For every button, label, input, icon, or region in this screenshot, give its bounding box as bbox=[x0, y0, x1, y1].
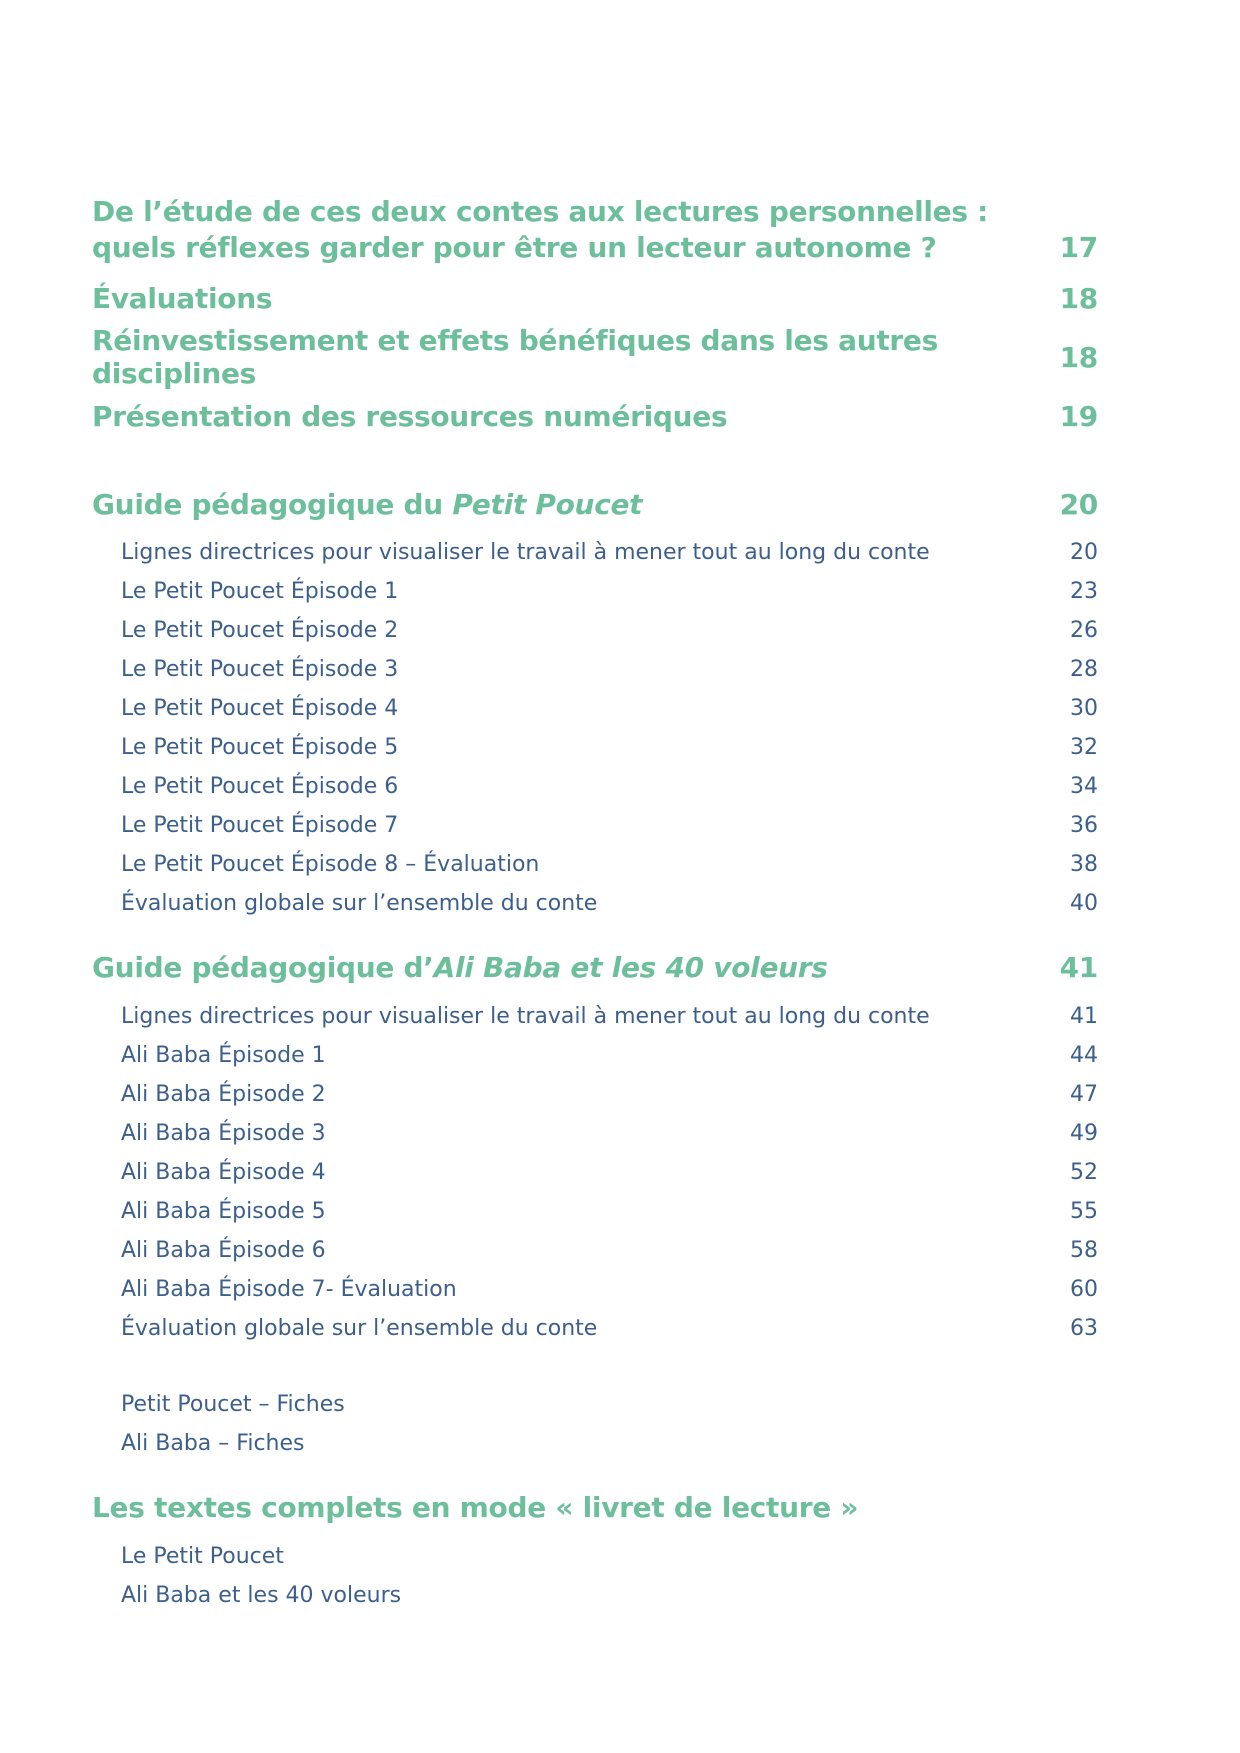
toc-item[interactable] bbox=[121, 1077, 1098, 1111]
toc-item-label: Ali Baba Épisode 5 bbox=[121, 1198, 326, 1224]
toc-item[interactable] bbox=[121, 691, 1098, 725]
toc-section-page: 41 bbox=[1059, 950, 1098, 984]
toc-item-page: 40 bbox=[1070, 890, 1098, 916]
toc-section-title bbox=[92, 488, 642, 521]
toc-item[interactable] bbox=[121, 999, 1098, 1033]
toc-entry-etude[interactable] bbox=[92, 195, 1098, 271]
toc-section-title bbox=[92, 951, 828, 984]
toc-item-label: Évaluation globale sur l’ensemble du conte bbox=[121, 1315, 598, 1341]
toc-item-page: 58 bbox=[1070, 1237, 1098, 1263]
toc-item-page: 26 bbox=[1070, 617, 1098, 643]
toc-item-label: Lignes directrices pour visualiser le travail à mener tout au long du conte bbox=[121, 539, 930, 565]
toc-entry-page: 17 bbox=[1059, 231, 1098, 264]
toc-section-title: Les textes complets en mode « livret de lecture » bbox=[92, 1490, 859, 1524]
toc-item[interactable] bbox=[121, 1272, 1098, 1306]
toc-item-label: Ali Baba Épisode 1 bbox=[121, 1042, 326, 1068]
toc-item-label: Le Petit Poucet Épisode 3 bbox=[121, 656, 399, 682]
title-prefix: Guide pédagogique d’ bbox=[92, 950, 434, 984]
toc-item-page: 49 bbox=[1070, 1120, 1098, 1146]
toc-entry-title-line2: quels réflexes garder pour être un lecteur autonome ? bbox=[92, 231, 937, 264]
toc-item-label: Lignes directrices pour visualiser le travail à mener tout au long du conte bbox=[121, 1003, 930, 1029]
toc-item[interactable] bbox=[121, 847, 1098, 881]
toc-item-page: 52 bbox=[1070, 1159, 1098, 1185]
toc-entry-page: 18 bbox=[1059, 281, 1098, 315]
toc-item[interactable] bbox=[121, 613, 1098, 647]
toc-item[interactable] bbox=[121, 808, 1098, 842]
title-prefix: Guide pédagogique du bbox=[92, 487, 453, 521]
toc-item-label: Le Petit Poucet bbox=[121, 1543, 284, 1569]
toc-item-label: Le Petit Poucet Épisode 6 bbox=[121, 773, 399, 799]
toc-item-label: Petit Poucet – Fiches bbox=[121, 1391, 345, 1417]
toc-section-livret[interactable] bbox=[92, 1487, 1098, 1527]
toc-item[interactable] bbox=[121, 1155, 1098, 1189]
toc-item-page: 30 bbox=[1070, 695, 1098, 721]
toc-item-page: 23 bbox=[1070, 578, 1098, 604]
toc-entry-title-line1: De l’étude de ces deux contes aux lectures personnelles : bbox=[92, 195, 989, 228]
toc-item-page: 63 bbox=[1070, 1315, 1098, 1341]
toc-entry-reinvestissement[interactable] bbox=[92, 324, 1098, 390]
toc-item-label: Ali Baba Épisode 3 bbox=[121, 1120, 326, 1146]
toc-item-fiches[interactable] bbox=[121, 1426, 1098, 1460]
toc-item-page: 44 bbox=[1070, 1042, 1098, 1068]
toc-item-label: Le Petit Poucet Épisode 4 bbox=[121, 695, 399, 721]
toc-entry-evaluations[interactable] bbox=[92, 278, 1098, 318]
title-italic: Petit Poucet bbox=[452, 487, 643, 521]
toc-entry-title: Évaluations bbox=[92, 281, 273, 315]
toc-item-label: Ali Baba Épisode 4 bbox=[121, 1159, 326, 1185]
toc-item-page: 38 bbox=[1070, 851, 1098, 877]
toc-entry-ressources[interactable] bbox=[92, 396, 1098, 436]
toc-item[interactable] bbox=[121, 1311, 1098, 1345]
toc-item[interactable] bbox=[121, 769, 1098, 803]
toc-item[interactable] bbox=[121, 730, 1098, 764]
toc-item[interactable] bbox=[121, 1194, 1098, 1228]
toc-section-guide-poucet[interactable] bbox=[92, 484, 1098, 524]
toc-item-label: Ali Baba et les 40 voleurs bbox=[121, 1582, 402, 1608]
toc-item-page: 34 bbox=[1070, 773, 1098, 799]
toc-item-page: 60 bbox=[1070, 1276, 1098, 1302]
toc-entry-title: Réinvestissement et effets bénéfiques dans les autres disciplines bbox=[92, 324, 938, 390]
toc-item-label: Ali Baba Épisode 2 bbox=[121, 1081, 326, 1107]
toc-entry-page: 18 bbox=[1059, 340, 1098, 374]
toc-item-label: Le Petit Poucet Épisode 8 – Évaluation bbox=[121, 851, 540, 877]
toc-item-label: Le Petit Poucet Épisode 2 bbox=[121, 617, 399, 643]
toc-item-page: 28 bbox=[1070, 656, 1098, 682]
toc-item-page: 32 bbox=[1070, 734, 1098, 760]
toc-entry-page: 19 bbox=[1059, 399, 1098, 433]
toc-item-label: Le Petit Poucet Épisode 1 bbox=[121, 578, 399, 604]
toc-item-label: Ali Baba – Fiches bbox=[121, 1430, 305, 1456]
toc-item[interactable] bbox=[121, 1233, 1098, 1267]
toc-item-label: Le Petit Poucet Épisode 5 bbox=[121, 734, 399, 760]
toc-entry-title: Présentation des ressources numériques bbox=[92, 399, 728, 433]
toc-item[interactable] bbox=[121, 1578, 1098, 1612]
toc-section-guide-alibaba[interactable] bbox=[92, 947, 1098, 987]
toc-item-label: Ali Baba Épisode 6 bbox=[121, 1237, 326, 1263]
toc-item[interactable] bbox=[121, 1539, 1098, 1573]
toc-item[interactable] bbox=[121, 886, 1098, 920]
toc-section-page: 20 bbox=[1059, 487, 1098, 521]
toc-item-label: Évaluation globale sur l’ensemble du conte bbox=[121, 890, 598, 916]
toc-item[interactable] bbox=[121, 574, 1098, 608]
toc-item-fiches[interactable] bbox=[121, 1387, 1098, 1421]
toc-item[interactable] bbox=[121, 1038, 1098, 1072]
toc-item-page: 36 bbox=[1070, 812, 1098, 838]
toc-item[interactable] bbox=[121, 535, 1098, 569]
toc-item[interactable] bbox=[121, 652, 1098, 686]
toc-item-label: Le Petit Poucet Épisode 7 bbox=[121, 812, 399, 838]
toc-item-page: 20 bbox=[1070, 539, 1098, 565]
toc-item[interactable] bbox=[121, 1116, 1098, 1150]
toc-item-page: 47 bbox=[1070, 1081, 1098, 1107]
toc-item-label: Ali Baba Épisode 7- Évaluation bbox=[121, 1276, 457, 1302]
toc-item-page: 55 bbox=[1070, 1198, 1098, 1224]
toc-item-page: 41 bbox=[1070, 1003, 1098, 1029]
title-italic: Ali Baba et les 40 voleurs bbox=[433, 950, 828, 984]
